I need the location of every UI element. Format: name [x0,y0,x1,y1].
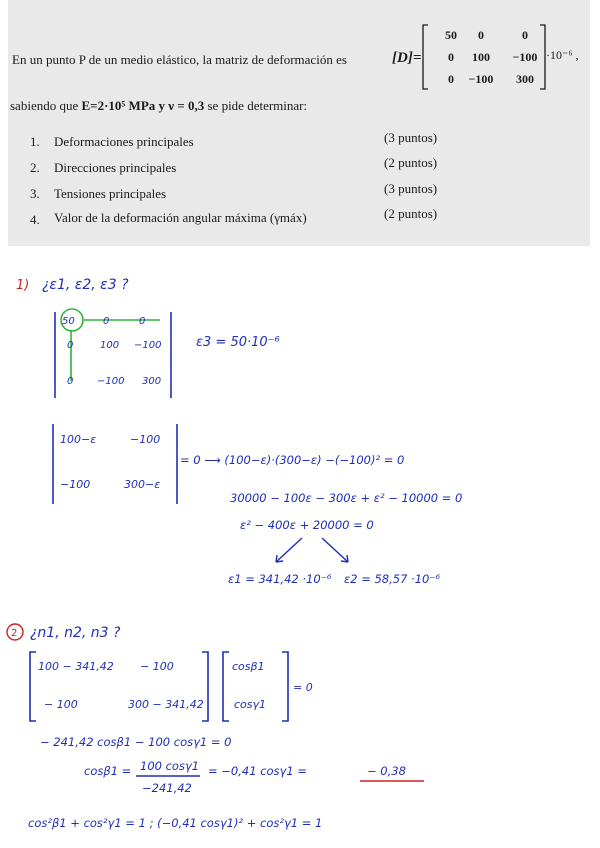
q2-number: 2 [11,628,18,639]
det1-cell: 0 [139,316,146,327]
det2-cell: 300−ε [124,478,161,491]
det1-cell: 300 [142,376,162,387]
line2-denominator: −241,42 [142,781,192,795]
det1-cell: 50 [62,316,75,327]
sys-vector-right-bracket [282,652,288,721]
line2-rhs: = −0,41 cosγ1 = [208,764,307,778]
det1-cell: 100 [100,340,120,351]
sys-matrix-cell: − 100 [44,698,78,711]
item-label: Deformaciones principales [54,134,194,149]
matrix-factor: ·10⁻⁶ , [546,48,579,62]
sys-matrix-cell: − 100 [140,660,174,673]
eps1-value: ε1 = 341,42 ·10⁻⁶ [228,572,332,586]
det1-cell: −100 [134,340,162,351]
det1-cell: −100 [97,376,125,387]
det1-cell: 0 [103,316,110,327]
sys-equals-zero: = 0 [293,681,313,694]
line1-equation: − 241,42 cosβ1 − 100 cosγ1 = 0 [40,735,232,749]
item-points: (3 puntos) [384,130,438,145]
q1-title: ¿ε1, ε2, ε3 ? [42,277,129,293]
matrix-label: [D]= [392,50,422,66]
line2-result: − 0,38 [367,764,406,778]
intro-suffix: se pide determinar: [204,98,308,113]
problem-intro-line1: En un punto P de un medio elástico, la matriz de deformación es [12,52,347,67]
item-number: 3. [30,186,40,201]
quadratic-equation: ε² − 400ε + 20000 = 0 [240,518,374,532]
det1-cell: 0 [67,340,74,351]
problem-statement [8,0,590,246]
det2-cell: −100 [130,433,161,446]
line3-equation: cos²β1 + cos²γ1 = 1 ; (−0,41 cosγ1)² + cos²γ1 = 1 [28,816,323,830]
item-label: Tensiones principales [54,186,167,201]
sys-vector-cell: cosγ1 [234,698,267,711]
sys-vector-cell: cosβ1 [232,660,265,673]
matrix-cell: −100 [512,50,538,64]
characteristic-equation: = 0 ⟶ (100−ε)·(300−ε) −(−100)² = 0 [180,453,405,467]
item-label: Direcciones principales [54,160,177,175]
item-label: Valor de la deformación angular máxima (γmáx) [54,210,307,225]
problem-intro-line2 [10,98,307,114]
q1-number: 1) [16,278,30,293]
eps2-value: ε2 = 58,57 ·10⁻⁶ [344,572,441,586]
matrix-cell: 50 [445,28,457,42]
item-number: 2. [30,160,40,175]
matrix-cell: 0 [522,28,528,42]
sys-matrix-left-bracket [30,652,36,721]
matrix-cell: 100 [472,50,490,64]
q2-title: ¿n1, n2, n3 ? [30,625,121,641]
matrix-cell: 300 [516,72,534,86]
expanded-equation: 30000 − 100ε − 300ε + ε² − 10000 = 0 [230,491,463,505]
matrix-cell: 0 [478,28,484,42]
intro-prefix: sabiendo que [10,98,82,113]
handwritten-solution [0,246,600,848]
det2-cell: −100 [60,478,91,491]
line2-lhs: cosβ1 = [84,764,132,778]
sys-matrix-cell: 300 − 341,42 [128,698,204,711]
line2-numerator: 100 cosγ1 [140,759,200,773]
eps3-value: ε3 = 50·10⁻⁶ [196,335,280,350]
item-points: (2 puntos) [384,155,438,170]
matrix-cell: 0 [448,72,454,86]
intro-bold: E=2·10⁵ MPa y ν = 0,3 [81,98,205,113]
matrix-cell: 0 [448,50,454,64]
item-points: (3 puntos) [384,181,438,196]
sys-vector-left-bracket [223,652,229,721]
item-number: 1. [30,134,40,149]
item-points: (2 puntos) [384,206,438,221]
matrix-cell: −100 [468,72,494,86]
item-number: 4. [30,212,40,227]
sys-matrix-cell: 100 − 341,42 [38,660,114,673]
arrow-right [322,538,348,562]
arrow-left [276,538,302,562]
det2-cell: 100−ε [60,433,97,446]
det1-cell: 0 [67,376,74,387]
